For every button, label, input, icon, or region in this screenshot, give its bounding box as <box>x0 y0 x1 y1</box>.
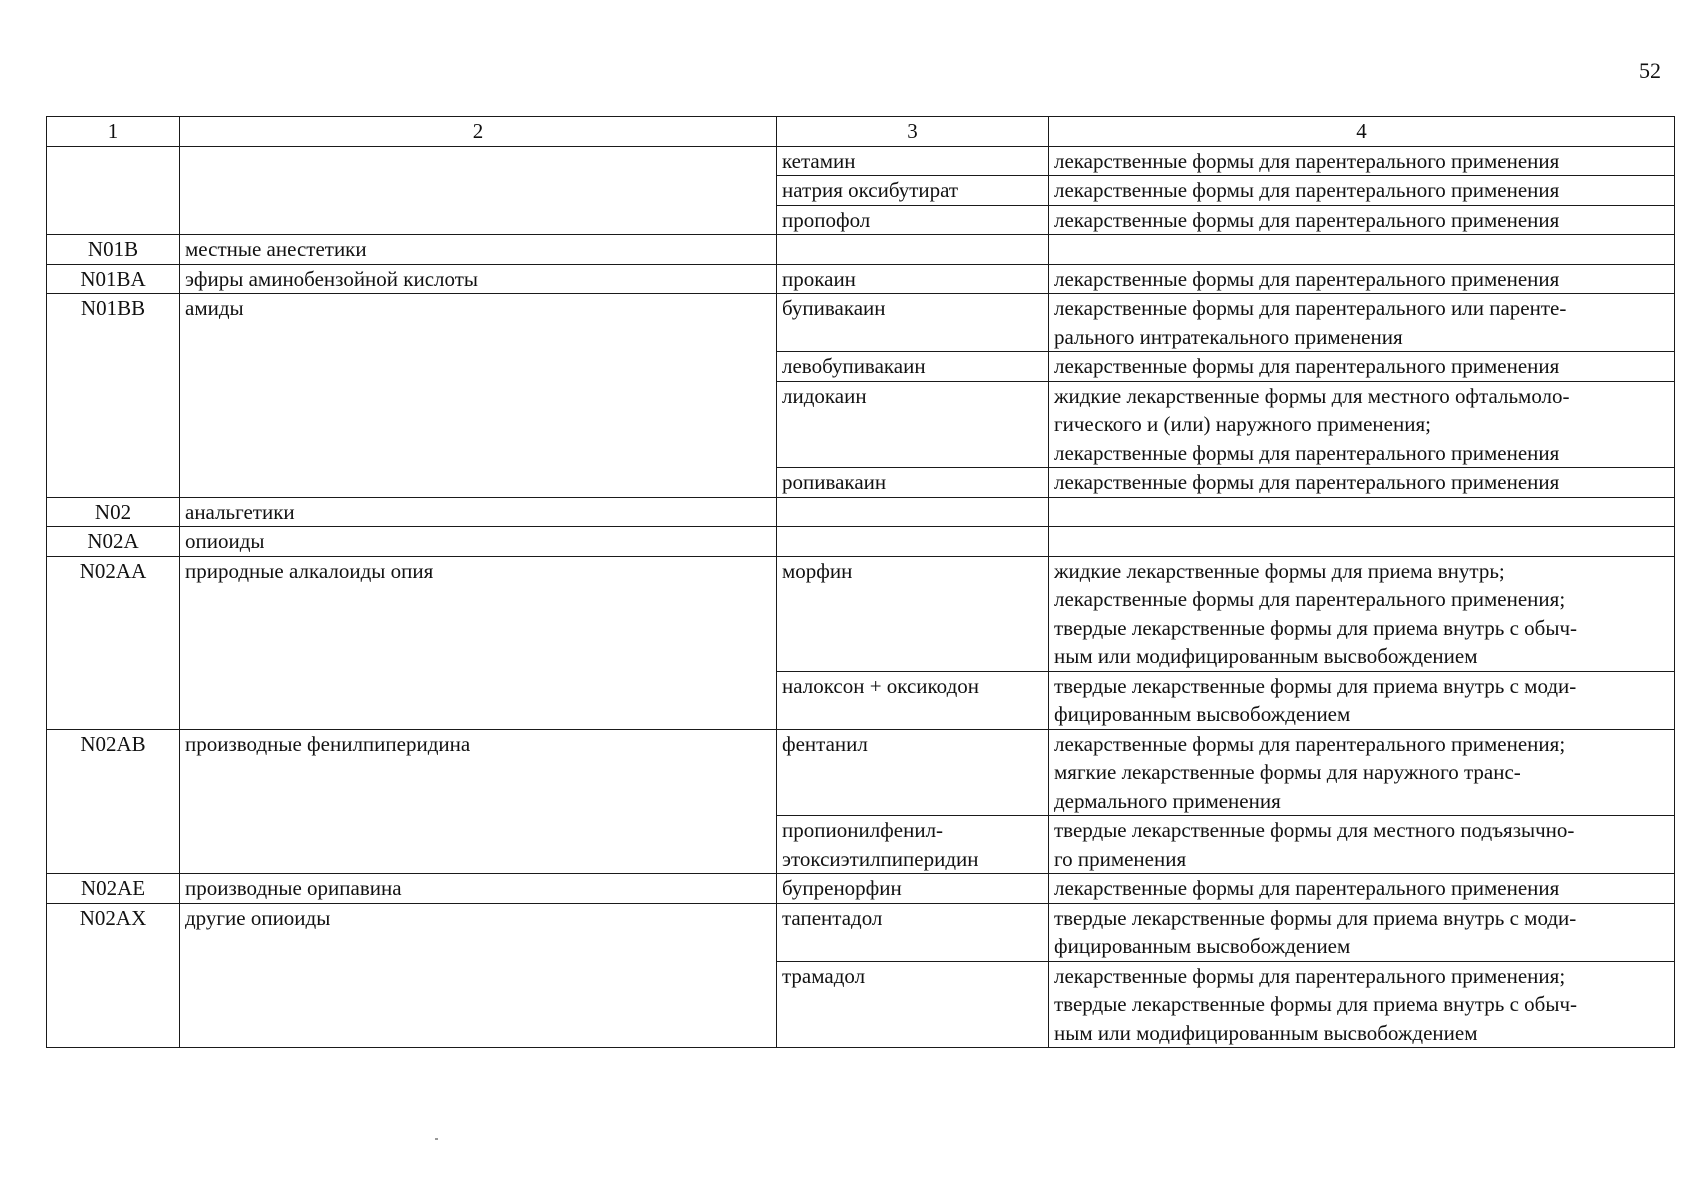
table-row <box>47 903 1675 961</box>
drug-cell: пропофол <box>777 205 1049 235</box>
drug-cell: ропивакаин <box>777 468 1049 498</box>
drug-cell: бупренорфин <box>777 874 1049 904</box>
table-row <box>47 294 1675 352</box>
group-cell: опиоиды <box>180 527 777 557</box>
forms-cell: лекарственные формы для парентерального применения <box>1049 468 1675 498</box>
column-header-3: 3 <box>777 117 1049 147</box>
drug-cell: налоксон + оксикодон <box>777 671 1049 729</box>
code-cell: N01B <box>47 235 180 265</box>
group-cell <box>180 146 777 235</box>
table-row <box>47 556 1675 671</box>
group-cell: местные анестетики <box>180 235 777 265</box>
code-cell: N02AE <box>47 874 180 904</box>
drug-cell: пропионилфенил- этоксиэтилпиперидин <box>777 816 1049 874</box>
code-cell: N01BB <box>47 294 180 498</box>
forms-cell: лекарственные формы для парентерального применения; твердые лекарственные формы для приема внутрь с обыч- ным или модифицированным высвобождением <box>1049 961 1675 1048</box>
drug-cell: левобупивакаин <box>777 352 1049 382</box>
code-cell: N02AA <box>47 556 180 729</box>
forms-cell <box>1049 235 1675 265</box>
group-cell: амиды <box>180 294 777 498</box>
forms-cell: твердые лекарственные формы для приема внутрь с моди- фицированным высвобождением <box>1049 671 1675 729</box>
table-row <box>47 264 1675 294</box>
scan-artifact <box>435 1138 438 1140</box>
table-row <box>47 146 1675 176</box>
group-cell: природные алкалоиды опия <box>180 556 777 729</box>
column-header-2: 2 <box>180 117 777 147</box>
forms-cell: твердые лекарственные формы для приема внутрь с моди- фицированным высвобождением <box>1049 903 1675 961</box>
forms-cell <box>1049 527 1675 557</box>
group-cell: другие опиоиды <box>180 903 777 1048</box>
group-cell: эфиры аминобензойной кислоты <box>180 264 777 294</box>
forms-cell: лекарственные формы для парентерального или паренте- рального интратекального применения <box>1049 294 1675 352</box>
table-row <box>47 527 1675 557</box>
drug-cell: прокаин <box>777 264 1049 294</box>
drug-cell <box>777 497 1049 527</box>
forms-cell: лекарственные формы для парентерального применения; мягкие лекарственные формы для наружного транс- дермального применения <box>1049 729 1675 816</box>
group-cell: анальгетики <box>180 497 777 527</box>
forms-cell: жидкие лекарственные формы для местного офтальмоло- гического и (или) наружного применения; лекарственные формы для парентерального применения <box>1049 381 1675 468</box>
forms-cell: твердые лекарственные формы для местного подъязычно- го применения <box>1049 816 1675 874</box>
drug-cell: бупивакаин <box>777 294 1049 352</box>
drug-cell <box>777 235 1049 265</box>
code-cell <box>47 146 180 235</box>
drug-cell: лидокаин <box>777 381 1049 468</box>
drug-cell: натрия оксибутират <box>777 176 1049 206</box>
forms-cell: лекарственные формы для парентерального применения <box>1049 205 1675 235</box>
table-row <box>47 235 1675 265</box>
forms-cell <box>1049 497 1675 527</box>
forms-cell: жидкие лекарственные формы для приема внутрь; лекарственные формы для парентерального применения; твердые лекарственные формы для приема внутрь с обыч- ным или модифицированным высвобождением <box>1049 556 1675 671</box>
table-header-row <box>47 117 1675 147</box>
drug-cell <box>777 527 1049 557</box>
column-header-4: 4 <box>1049 117 1675 147</box>
table-row <box>47 729 1675 816</box>
drug-cell: фентанил <box>777 729 1049 816</box>
drug-cell: морфин <box>777 556 1049 671</box>
drug-cell: тапентадол <box>777 903 1049 961</box>
forms-cell: лекарственные формы для парентерального применения <box>1049 146 1675 176</box>
drug-table <box>46 116 1675 1048</box>
group-cell: производные орипавина <box>180 874 777 904</box>
drug-cell: трамадол <box>777 961 1049 1048</box>
page-number: 52 <box>1639 58 1661 83</box>
forms-cell: лекарственные формы для парентерального применения <box>1049 352 1675 382</box>
column-header-1: 1 <box>47 117 180 147</box>
table-row <box>47 874 1675 904</box>
forms-cell: лекарственные формы для парентерального применения <box>1049 176 1675 206</box>
code-cell: N02AX <box>47 903 180 1048</box>
drug-cell: кетамин <box>777 146 1049 176</box>
table-row <box>47 497 1675 527</box>
code-cell: N02AB <box>47 729 180 874</box>
group-cell: производные фенилпиперидина <box>180 729 777 874</box>
code-cell: N02A <box>47 527 180 557</box>
forms-cell: лекарственные формы для парентерального применения <box>1049 874 1675 904</box>
forms-cell: лекарственные формы для парентерального применения <box>1049 264 1675 294</box>
code-cell: N01BA <box>47 264 180 294</box>
code-cell: N02 <box>47 497 180 527</box>
